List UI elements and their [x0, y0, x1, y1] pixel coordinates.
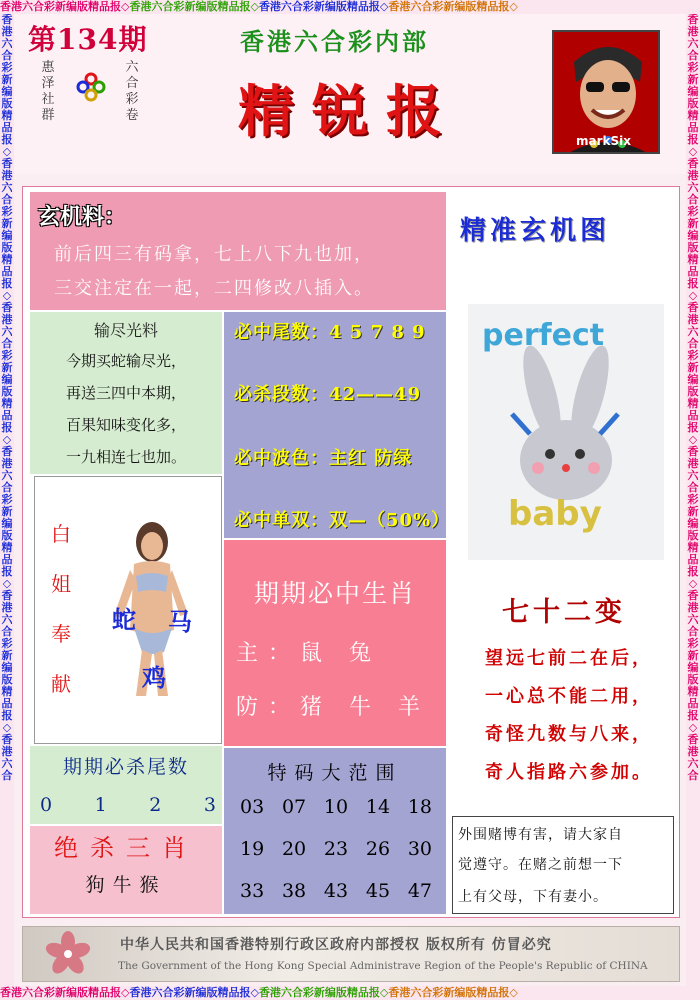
border-text: 香港六合彩新编版精品报◇: [258, 0, 389, 13]
vertical-label: 献: [51, 672, 71, 696]
range-row: [240, 880, 432, 902]
portrait-brand-text: markSix: [576, 134, 631, 148]
range-number: 43: [323, 880, 349, 902]
border-text: 香港六合彩新编版精品报◇: [129, 986, 259, 999]
range-number: 07: [281, 796, 307, 818]
zodiac-defend: 防：猪 牛 羊: [236, 695, 430, 720]
logo-right-text: 六合彩卷: [125, 60, 139, 123]
top-border-banner: [0, 0, 700, 14]
border-text: 香港六合彩新编版精品报◇: [388, 986, 518, 999]
vertical-label: 白: [51, 522, 71, 546]
range-number: 38: [281, 880, 307, 902]
must-kill-segment: 必杀段数：42——49: [234, 384, 422, 405]
range-number: 19: [240, 838, 265, 860]
seventy-two-changes-title: 七十二变: [502, 597, 626, 628]
portrait-photo: [552, 30, 660, 154]
lose-all-line: 今期买蛇输尽光，: [65, 352, 186, 370]
left-border-banner: 香港六合彩新编版精品报◇香港六合彩新编版精品报◇香港六合彩新编版精品报◇香港六合彩新编版精品报◇香港六合彩新编版精品报◇香港六合: [0, 14, 14, 986]
must-win-odd-even: 必中单双：双—（50%）: [234, 510, 451, 531]
range-number: 10: [323, 796, 349, 818]
riddle-line: 前后四三有码拿，七上八下九也加，: [54, 244, 374, 265]
newspaper-title: 精锐报: [238, 79, 460, 145]
border-text: 香港六合彩新编版精品报◇: [258, 986, 389, 999]
special-range-title: 特码大范围: [267, 762, 403, 784]
bauhinia-flower-icon: [44, 930, 92, 978]
poem-line: 一心总不能二用，: [485, 686, 653, 707]
lose-all-line: 再送三四中本期，: [65, 384, 186, 402]
bottom-border-banner: [0, 986, 700, 1000]
bunny-text-bottom: baby: [508, 494, 602, 534]
newspaper-subtitle: 香港六合彩内部: [240, 27, 429, 56]
range-number: 45: [365, 880, 391, 902]
range-number: 30: [407, 838, 432, 860]
right-border-banner: 香港六合彩新编版精品报◇香港六合彩新编版精品报◇香港六合彩新编版精品报◇香港六合彩新编版精品报◇香港六合彩新编版精品报◇香港六合: [686, 14, 700, 986]
range-number: 47: [407, 880, 432, 902]
issue-number: 第134期: [28, 23, 148, 56]
perfect-baby-picture: [468, 304, 664, 560]
mystery-chart-title: 精准玄机图: [460, 216, 611, 246]
zodiac-title: 期期必中生肖: [253, 579, 416, 608]
footer-chinese-text: 中华人民共和国香港特别行政区政府内部授权 版权所有 仿冒必究: [120, 937, 552, 953]
must-win-wave: 必中波色：主红 防绿: [234, 448, 413, 469]
lose-all-line: 百果知味变化多，: [65, 416, 186, 434]
three-kill-animals: 狗牛猴: [85, 874, 167, 896]
must-win-panel: [224, 312, 446, 538]
poem-line: 奇人指路六参加。: [485, 762, 653, 783]
vertical-label: 奉: [51, 622, 71, 646]
range-number: 14: [365, 796, 391, 818]
range-number: 20: [281, 838, 307, 860]
range-number: 03: [240, 796, 265, 818]
border-text: 香港六合彩新编版精品报◇: [0, 0, 130, 13]
range-number: 23: [323, 838, 349, 860]
overlay-zodiac: 马: [168, 607, 192, 636]
kill-tail-number: 3: [203, 794, 216, 816]
must-win-tail: 必中尾数：4 5 7 8 9: [234, 322, 426, 343]
three-kill-title: 绝杀三肖: [54, 834, 198, 862]
range-row: [240, 838, 432, 860]
riddle-title: 玄机料：: [38, 204, 127, 230]
poem-line: 望远七前二在后，: [485, 648, 653, 669]
kill-tail-number: 0: [40, 794, 53, 816]
kill-tail-title: 期期必杀尾数: [62, 756, 189, 778]
bunny-text-top: perfect: [482, 318, 605, 353]
logo: [40, 56, 140, 128]
notice-line: 上有父母，下有妻小。: [458, 889, 608, 905]
border-text: 香港六合彩新编版精品报◇: [0, 986, 130, 999]
lose-all-line: 一九相连七也加。: [65, 448, 186, 466]
lose-all-title: 输尽光料: [93, 321, 158, 340]
riddle-line: 三交注定在一起，二四修改八插入。: [54, 278, 374, 299]
kill-tail-numbers: [40, 794, 216, 816]
lottery-logo-icon: [76, 72, 106, 102]
vertical-label: 姐: [51, 572, 71, 596]
zodiac-main: 主：鼠 兔: [236, 641, 381, 666]
overlay-zodiac: 蛇: [112, 605, 136, 634]
range-number: 26: [365, 838, 391, 860]
range-number: 33: [240, 880, 265, 902]
overlay-zodiac: 鸡: [142, 663, 166, 692]
kill-tail-number: 2: [149, 794, 162, 816]
border-text: 香港六合彩新编版精品报◇: [129, 0, 259, 13]
notice-line: 外围赌博有害，请大家自: [458, 827, 623, 843]
notice-line: 觉遵守。在赌之前想一下: [458, 857, 623, 873]
footer-english-text: The Government of the Hong Kong Special Administrave Region of the People's Republic of CHINA: [118, 960, 648, 972]
range-number: 18: [407, 796, 432, 818]
logo-left-text: 惠泽社群: [41, 60, 55, 123]
poem-line: 奇怪九数与八来，: [485, 724, 653, 745]
border-text: 香港六合彩新编版精品报◇: [388, 0, 518, 13]
kill-tail-number: 1: [94, 794, 107, 816]
range-row: [240, 796, 432, 818]
